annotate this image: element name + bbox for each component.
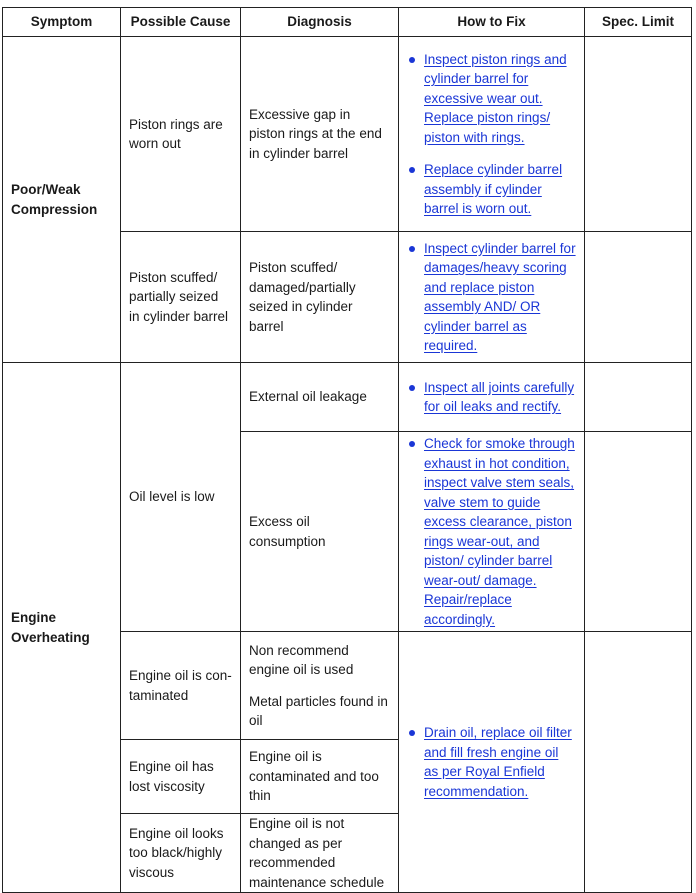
bullet-icon — [409, 167, 415, 173]
header-how-to-fix: How to Fix — [399, 8, 585, 37]
spec-limit-cell — [585, 232, 692, 363]
diagnosis-excessive-gap: Excessive gap in piston rings at the end in cylinder barrel — [241, 37, 399, 232]
spec-limit-cell — [585, 632, 692, 893]
diagnosis-not-changed: Engine oil is not changed as per recommended maintenance schedule — [241, 814, 399, 893]
table-row — [3, 37, 692, 232]
cause-oil-level-low: Oil level is low — [121, 363, 241, 632]
fix-link-drain-oil[interactable]: Drain oil, replace oil filter and fill fresh engine oil as per Royal Enfield recommendation. — [424, 725, 572, 799]
fix-link-inspect-rings[interactable]: Inspect piston rings and cylinder barrel for excessive wear out. Replace piston rings/ piston with rings. — [424, 51, 567, 145]
fix-cell — [399, 37, 585, 232]
bullet-icon — [409, 246, 415, 252]
bullet-icon — [409, 385, 415, 391]
fix-item — [407, 239, 576, 356]
bullet-icon — [409, 441, 415, 447]
fix-item — [407, 378, 576, 417]
fix-link-inspect-barrel[interactable]: Inspect cylinder barrel for damages/heavy scoring and replace piston assembly AND/ OR cylinder barrel as required. — [424, 240, 576, 353]
fix-item — [407, 723, 576, 801]
fix-item — [407, 434, 576, 629]
header-symptom: Symptom — [3, 8, 121, 37]
header-row — [3, 8, 692, 37]
fix-cell — [399, 632, 585, 893]
diagnosis-external-leak: External oil leakage — [241, 363, 399, 432]
fix-list — [407, 723, 576, 801]
header-diagnosis: Diagnosis — [241, 8, 399, 37]
fix-link-check-smoke[interactable]: Check for smoke through exhaust in hot condition, inspect valve stem seals, valve stem to guide excess clearance, piston rings wear-out, and piston/ cylinder barrel wear-out/ damage. Repair/replace accordingly. — [424, 436, 575, 627]
cause-piston-rings-worn: Piston rings are worn out — [121, 37, 241, 232]
diagnosis-piston-scuffed: Piston scuffed/ damaged/partially seized in cylinder barrel — [241, 232, 399, 363]
bullet-icon — [409, 730, 415, 736]
fix-list — [407, 50, 576, 219]
spec-limit-cell — [585, 37, 692, 232]
spec-limit-cell — [585, 363, 692, 432]
spec-limit-cell — [585, 432, 692, 632]
cause-lost-viscosity: Engine oil has lost viscosity — [121, 740, 241, 814]
diagnosis-contaminated-thin: Engine oil is contaminated and too thin — [241, 740, 399, 814]
symptom-poor-compression: Poor/Weak Compression — [3, 37, 121, 363]
diagnosis-cell — [241, 632, 399, 740]
fix-link-replace-barrel[interactable]: Replace cylinder barrel assembly if cylinder barrel is worn out. — [424, 162, 563, 216]
fix-list — [407, 378, 576, 417]
fix-cell — [399, 232, 585, 363]
diagnosis-excess-consumption: Excess oil consumption — [241, 432, 399, 632]
fix-list — [407, 434, 576, 629]
fix-cell — [399, 432, 585, 632]
fix-link-inspect-joints[interactable]: Inspect all joints carefully for oil leaks and rectify. — [424, 379, 575, 414]
fix-list — [407, 239, 576, 356]
header-possible-cause: Possible Cause — [121, 8, 241, 37]
table-row — [3, 363, 692, 432]
troubleshooting-table — [2, 7, 692, 893]
diagnosis-metal-particles: Metal particles found in oil — [249, 693, 388, 728]
bullet-icon — [409, 57, 415, 63]
fix-cell — [399, 363, 585, 432]
fix-item — [407, 160, 576, 219]
symptom-engine-overheating: Engine Overheating — [3, 363, 121, 893]
cause-too-black: Engine oil looks too black/highly viscous — [121, 814, 241, 893]
cause-piston-scuffed: Piston scuffed/ partially seized in cylinder barrel — [121, 232, 241, 363]
diagnosis-non-recommended-oil: Non recommend engine oil is used — [249, 642, 354, 677]
header-spec-limit: Spec. Limit — [585, 8, 692, 37]
fix-item — [407, 50, 576, 148]
cause-oil-contaminated: Engine oil is con-taminated — [121, 632, 241, 740]
